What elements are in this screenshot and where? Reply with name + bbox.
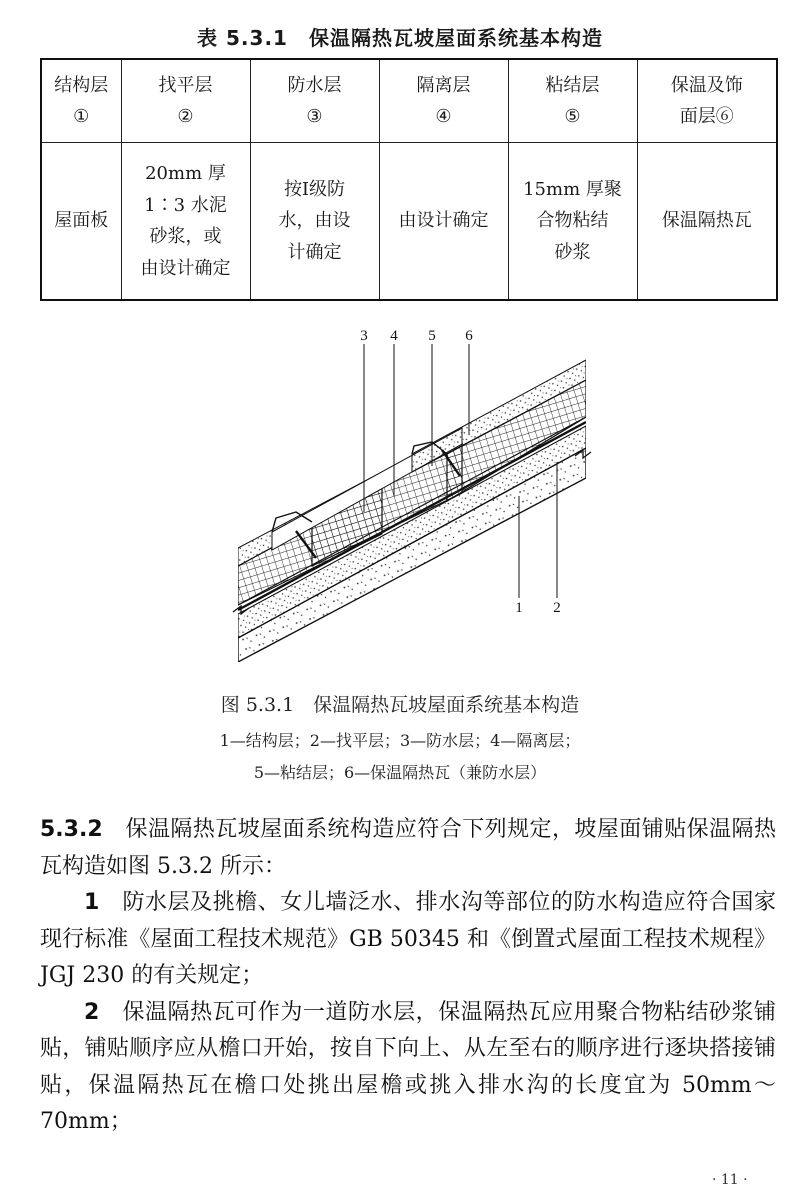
figure-caption: 图 5.3.1 保温隔热瓦坡屋面系统基本构造 — [220, 694, 580, 716]
table-header-row — [41, 59, 777, 143]
table-cell: 屋面板 — [41, 143, 121, 301]
figure-legend-line-1: 1—结构层；2—找平层；3—防水层；4—隔离层； — [219, 731, 581, 750]
table-row — [41, 143, 777, 301]
section-body — [40, 812, 776, 1141]
list-item: 2 保温隔热瓦可作为一道防水层，保温隔热瓦应用聚合物粘结砂浆铺贴，铺贴顺序应从檐口开始，按自下向上、从左至右的顺序进行逐块搭接铺贴，保温隔热瓦在檐口处挑出屋檐或挑入排水沟的长度宜为 50mm～70mm； — [40, 999, 776, 1134]
table-cell: 由设计确定 — [379, 143, 508, 301]
header-cell: 保温及饰 面层⑥ — [637, 59, 777, 143]
construction-table — [40, 58, 778, 301]
roof-section-diagram — [232, 326, 592, 666]
label-6: 6 — [465, 328, 473, 344]
table-title: 表 5.3.1 保温隔热瓦坡屋面系统基本构造 — [197, 26, 603, 50]
label-5: 5 — [428, 328, 436, 344]
table-cell: 保温隔热瓦 — [637, 143, 777, 301]
section-number: 5.3.2 — [40, 817, 103, 842]
header-cell: 防水层 ③ — [250, 59, 379, 143]
label-1: 1 — [515, 600, 523, 616]
label-3: 3 — [360, 328, 368, 344]
table-cell: 按Ⅰ级防 水，由设 计确定 — [250, 143, 379, 301]
header-cell: 粘结层 ⑤ — [508, 59, 637, 143]
figure-legend-line-2: 5—粘结层；6—保温隔热瓦（兼防水层） — [253, 763, 547, 782]
header-cell: 找平层 ② — [121, 59, 250, 143]
label-4: 4 — [390, 328, 398, 344]
list-item: 1 防水层及挑檐、女儿墙泛水、排水沟等部位的防水构造应符合国家现行标准《屋面工程技术规范》GB 50345 和《倒置式屋面工程技术规程》JGJ 230 的有关规定； — [40, 890, 776, 988]
table-cell: 15mm 厚聚 合物粘结 砂浆 — [508, 143, 637, 301]
layer-stack — [238, 360, 586, 662]
page-number: · 11 · — [712, 1172, 748, 1184]
header-cell: 隔离层 ④ — [379, 59, 508, 143]
table-cell: 20mm 厚 1∶3 水泥 砂浆，或 由设计确定 — [121, 143, 250, 301]
label-2: 2 — [553, 600, 561, 616]
header-cell: 结构层 ① — [41, 59, 121, 143]
section-intro: 5.3.2 保温隔热瓦坡屋面系统构造应符合下列规定，坡屋面铺贴保温隔热瓦构造如图 5.3.2 所示： — [40, 817, 776, 879]
